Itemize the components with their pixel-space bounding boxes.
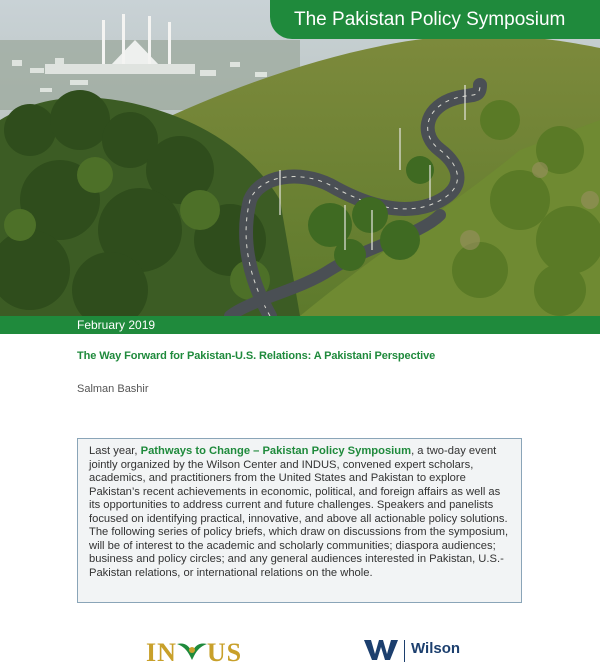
eagle-icon (177, 638, 207, 662)
abstract-lead: Last year, (89, 445, 141, 457)
brief-title: The Way Forward for Pakistan-U.S. Relations: A Pakistani Perspective (77, 350, 436, 362)
abstract-box (77, 438, 522, 603)
publication-date: February 2019 (77, 318, 156, 332)
wilson-logo-text: Wilson (411, 640, 461, 657)
wilson-center-logo (364, 640, 460, 662)
indus-logo (146, 638, 242, 668)
indus-logo-text-right: US (206, 638, 243, 667)
series-title: The Pakistan Policy Symposium (294, 8, 566, 30)
symposium-name: Pathways to Change – Pakistan Policy Symposium (140, 445, 412, 457)
cover-photo (0, 0, 600, 316)
author-name: Salman Bashir (77, 383, 149, 395)
wilson-w-icon (364, 640, 398, 660)
islamabad-road-illustration (0, 0, 600, 316)
abstract-body: , a two-day event jointly organized by the Wilson Center and INDUS, convened expert scholars, academics, and practitioners from the United States and Pakistan to explore Pakistan’s recent achievements in economic, political, and foreign affairs as well as its opportunities to address current and future challenges. Speakers and panelists focused on identifying practical, innovative, and above all actionable policy solutions. The following series of policy briefs, which draw on discussions from the symposium, will be of interest to the academic and scholarly communities; diaspora audiences; business and policy circles; and any general audiences interested in Pakistan, U.S.-Pakistan relations, or international relations on the whole. (89, 445, 509, 579)
date-bar (0, 316, 600, 334)
indus-logo-text-left: IN (146, 638, 177, 667)
series-title-tab (270, 0, 600, 39)
logo-divider (404, 640, 405, 662)
